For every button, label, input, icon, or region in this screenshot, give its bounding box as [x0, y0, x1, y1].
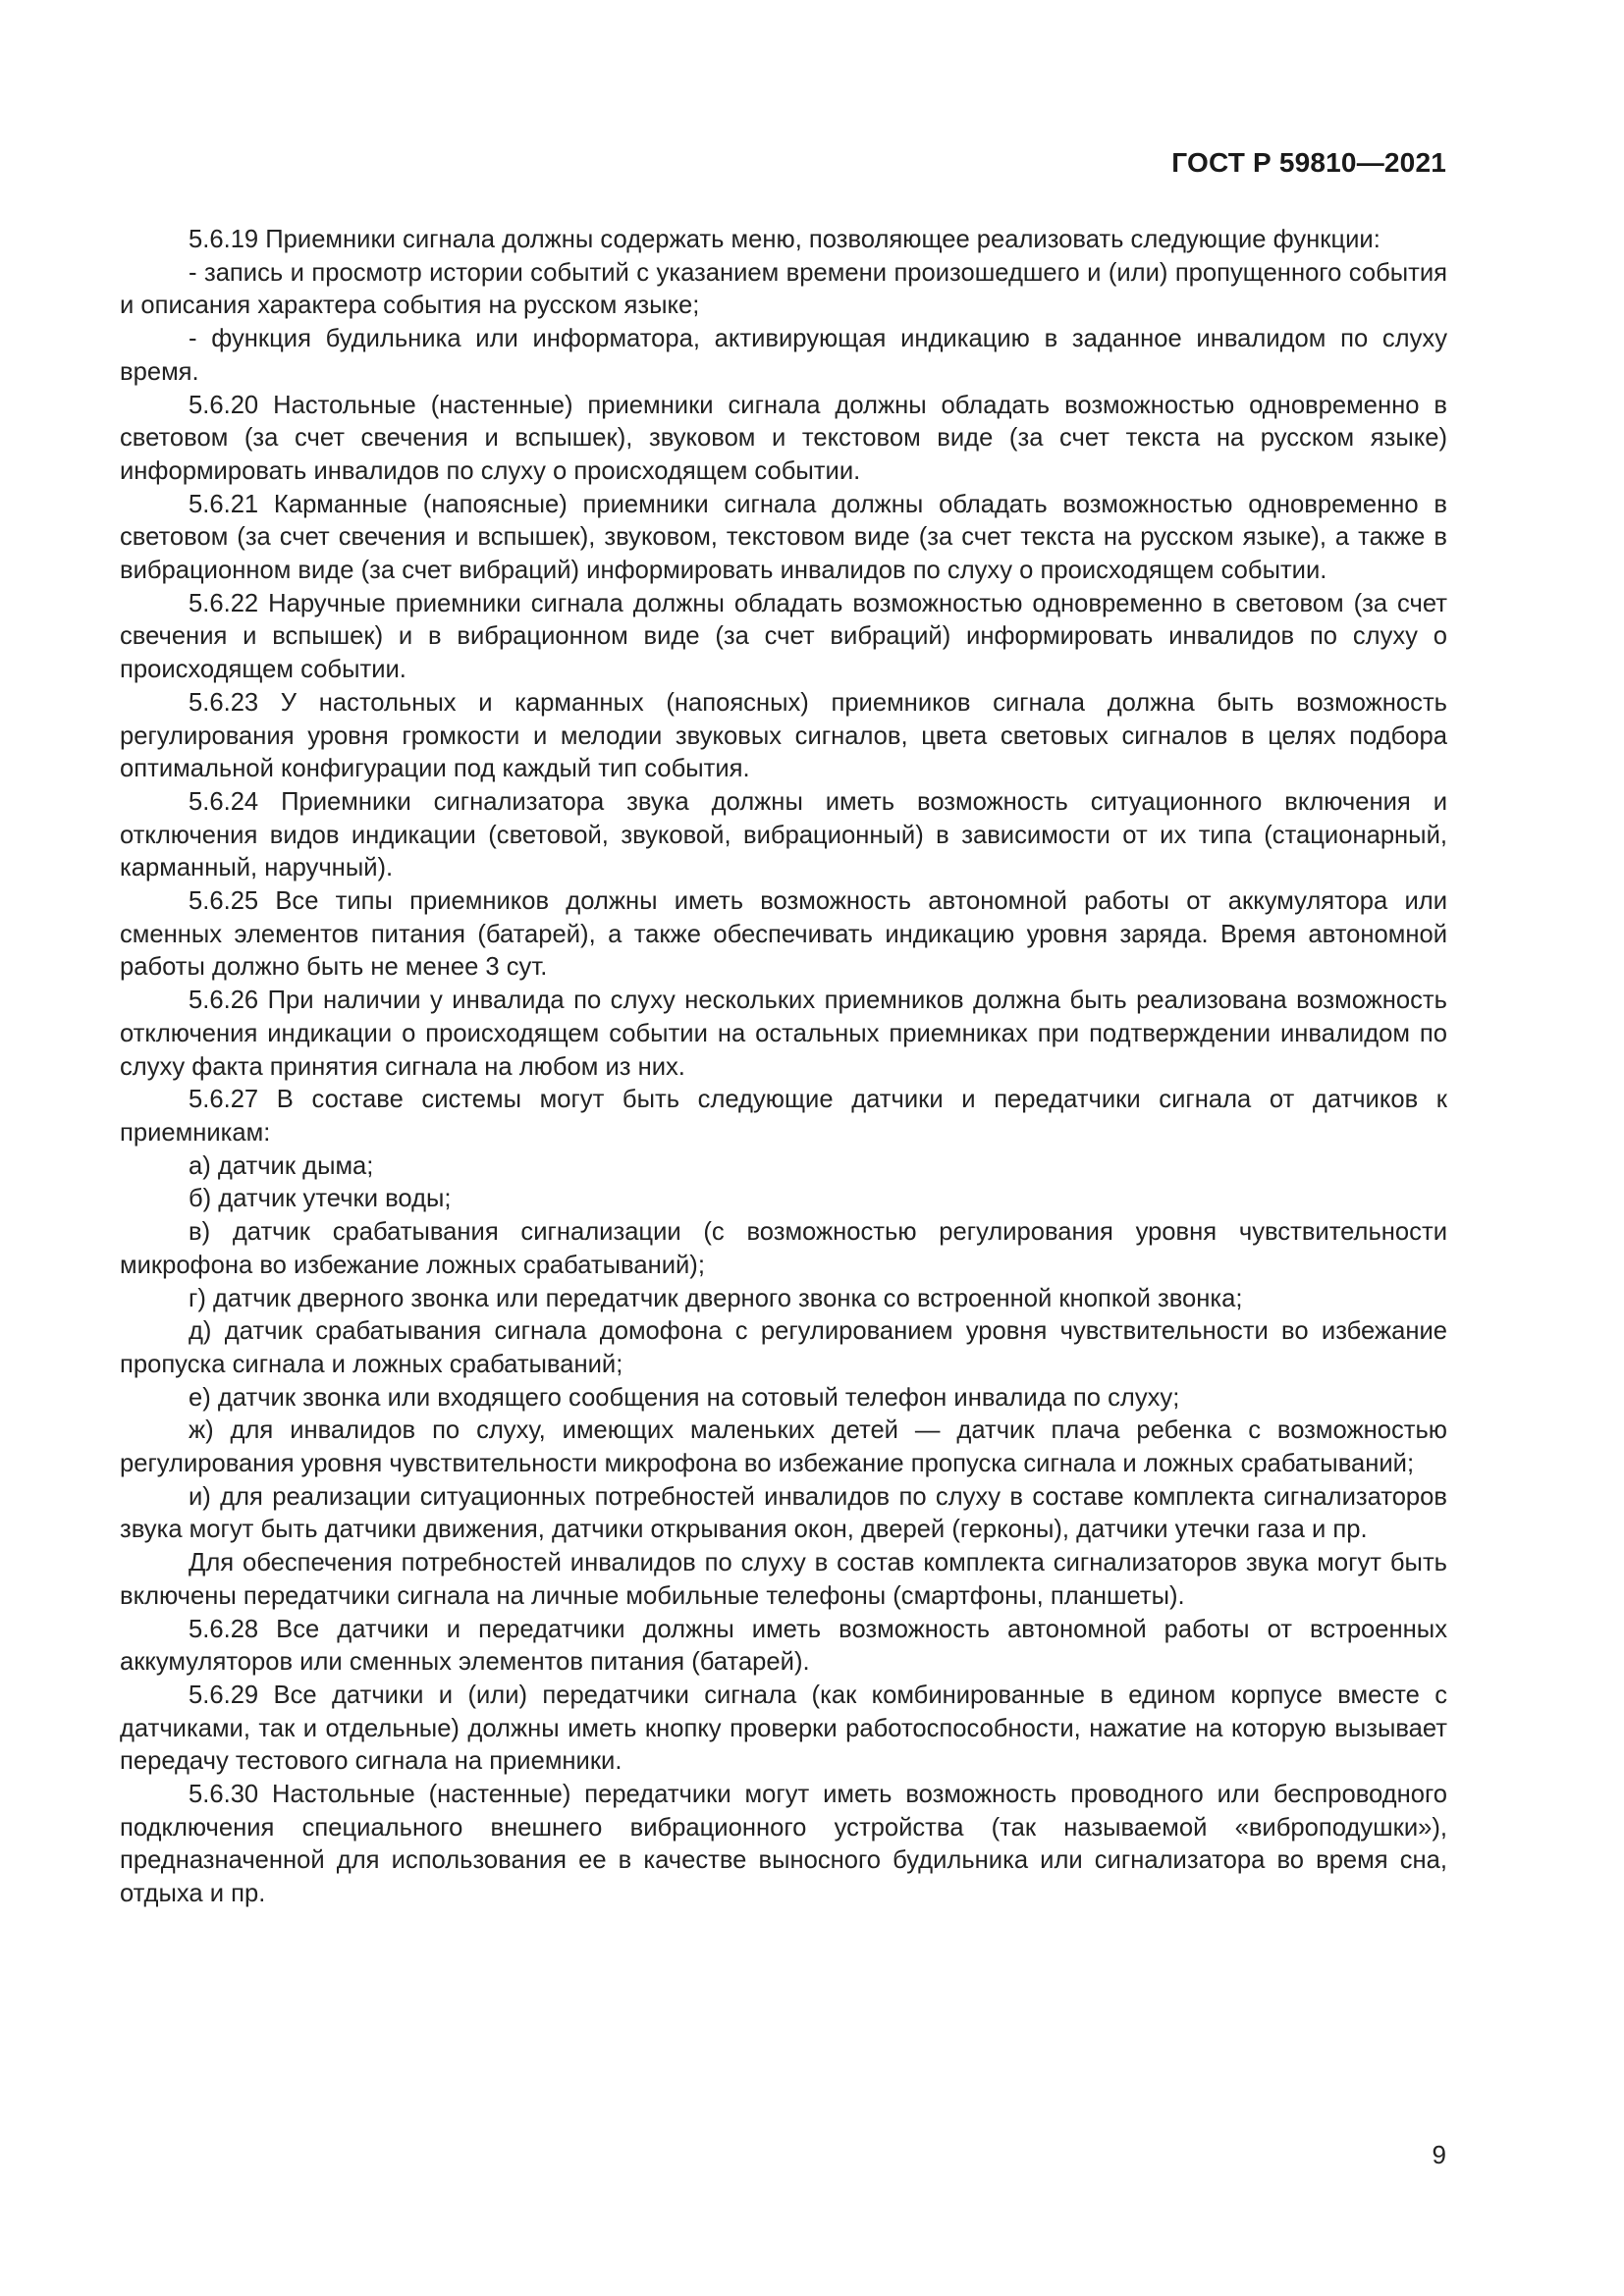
- paragraph-5-6-25: 5.6.25 Все типы приемников должны иметь возможность автономной работы от аккумулятора или сменных элементов питания (батарей), а также обеспечивать индикацию уровня заряда. Время автономной работы должно быть не менее 3 сут.: [120, 887, 1447, 982]
- list-item-e: е) датчик звонка или входящего сообщения на сотовый телефон инвалида по слуху;: [189, 1383, 1180, 1412]
- paragraph-5-6-23: 5.6.23 У настольных и карманных (напоясных) приемников сигнала должна быть возможность регулирования уровня громкости и мелодии звуковых сигналов, цвета световых сигналов в целях подбора оптимальной конфигурации под каждый тип события.: [120, 688, 1447, 783]
- document-body: [120, 224, 1447, 1911]
- list-item-b: б) датчик утечки воды;: [189, 1185, 452, 1213]
- page-number: 9: [1432, 2140, 1446, 2169]
- paragraph-5-6-26: 5.6.26 При наличии у инвалида по слуху нескольких приемников должна быть реализована возможность отключения индикации о происходящем событии на остальных приемниках при подтверждении инвалидом по слуху факта принятия сигнала на любом из них.: [120, 987, 1447, 1081]
- paragraph-5-6-28: 5.6.28 Все датчики и передатчики должны иметь возможность автономной работы от встроенных аккумуляторов или сменных элементов питания (батарей).: [120, 1615, 1447, 1677]
- list-item-alarm-function: - функция будильника или информатора, активирующая индикацию в заданное инвалидом по слуху время.: [120, 325, 1447, 386]
- paragraph-5-6-21: 5.6.21 Карманные (напоясные) приемники сигнала должны обладать возможностью одновременно в световом (за счет свечения и вспышек), звуковом, текстовом виде (за счет текста на русском языке), а также в вибрационном виде (за счет вибраций) информировать инвалидов по слуху о происходящем событии.: [120, 490, 1447, 585]
- list-item-v: в) датчик срабатывания сигнализации (с возможностью регулирования уровня чувствительности микрофона во избежание ложных срабатываний);: [120, 1218, 1447, 1279]
- list-item-a: а) датчик дыма;: [189, 1151, 374, 1180]
- standard-header: ГОСТ Р 59810—2021: [1171, 147, 1446, 178]
- paragraph-5-6-19: 5.6.19 Приемники сигнала должны содержать меню, позволяющее реализовать следующие функции:: [189, 226, 1380, 253]
- paragraph-5-6-29: 5.6.29 Все датчики и (или) передатчики сигнала (как комбинированные в едином корпусе вместе с датчиками, так и отдельные) должны иметь кнопку проверки работоспособности, нажатие на которую вызывает передачу тестового сигнала на приемники.: [120, 1681, 1447, 1776]
- paragraph-5-6-27: 5.6.27 В составе системы могут быть следующие датчики и передатчики сигнала от датчиков к приемникам:: [120, 1086, 1447, 1147]
- paragraph-5-6-30: 5.6.30 Настольные (настенные) передатчики могут иметь возможность проводного или беспроводного подключения специального внешнего вибрационного устройства (так называемой «виброподушки»), предназначенной для использования ее в качестве выносного будильника или сигнализатора во время сна, отдыха и пр.: [120, 1781, 1447, 1908]
- list-item-event-history: - запись и просмотр истории событий с указанием времени произошедшего и (или) пропущенного события и описания характера события на русском языке;: [120, 258, 1447, 320]
- paragraph-5-6-24: 5.6.24 Приемники сигнализатора звука должны иметь возможность ситуационного включения и отключения видов индикации (световой, звуковой, вибрационный) в зависимости от их типа (стационарный, карманный, наручный).: [120, 787, 1447, 882]
- paragraph-5-6-20: 5.6.20 Настольные (настенные) приемники сигнала должны обладать возможностью одновременно в световом (за счет свечения и вспышек), звуковом и текстовом виде (за счет текста на русском языке) информировать инвалидов по слуху о происходящем событии.: [120, 391, 1447, 485]
- paragraph-5-6-22: 5.6.22 Наручные приемники сигнала должны обладать возможностью одновременно в световом (за счет свечения и вспышек) и в вибрационном виде (за счет вибраций) информировать инвалидов по слуху о происходящем событии.: [120, 589, 1447, 684]
- list-item-zh: ж) для инвалидов по слуху, имеющих маленьких детей — датчик плача ребенка с возможностью регулирования уровня чувствительности микрофона во избежание пропуска сигнала и ложных срабатываний;: [120, 1416, 1447, 1478]
- list-item-i: и) для реализации ситуационных потребностей инвалидов по слуху в составе комплекта сигнализаторов звука могут быть датчики движения, датчики открывания окон, дверей (герконы), датчики утечки газа и пр.: [120, 1482, 1447, 1544]
- list-item-d: д) датчик срабатывания сигнала домофона с регулированием уровня чувствительности во избежание пропуска сигнала и ложных срабатываний;: [120, 1317, 1447, 1378]
- paragraph-mobile-transmitters: Для обеспечения потребностей инвалидов по слуху в состав комплекта сигнализаторов звука могут быть включены передатчики сигнала на личные мобильные телефоны (смартфоны, планшеты).: [120, 1549, 1447, 1610]
- list-item-g: г) датчик дверного звонка или передатчик дверного звонка со встроенной кнопкой звонка;: [189, 1284, 1243, 1312]
